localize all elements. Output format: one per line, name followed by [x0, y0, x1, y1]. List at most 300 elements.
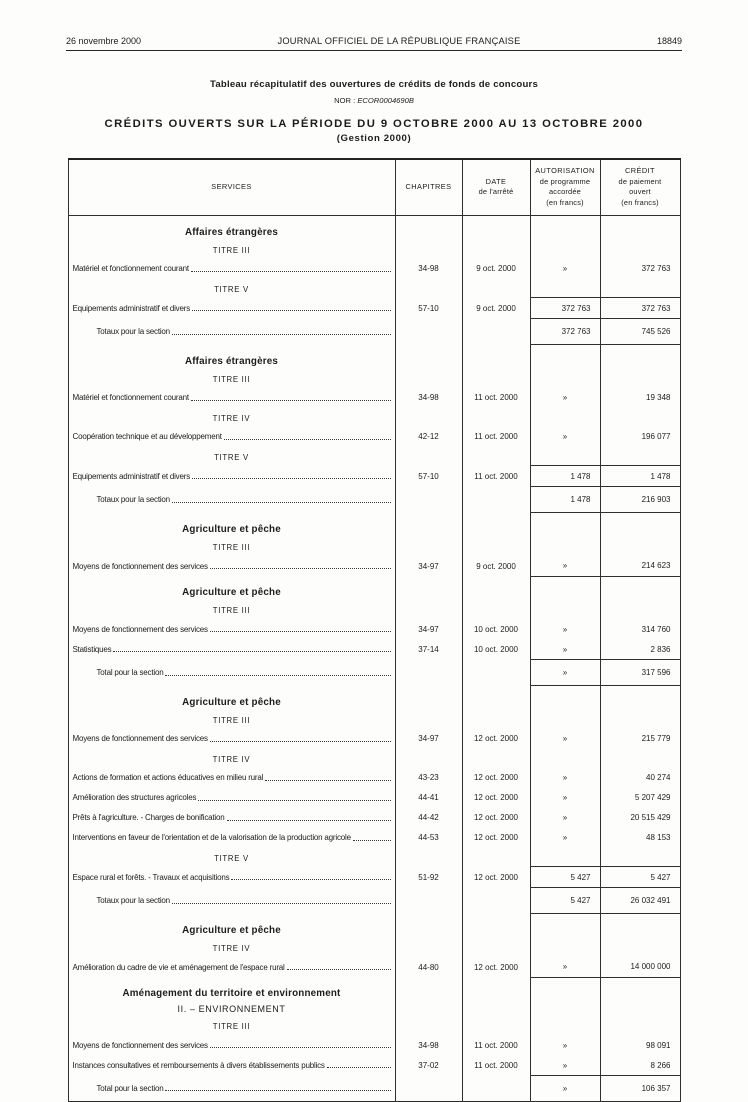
total-label: Total pour la section [96, 668, 164, 678]
chapitre-cell [395, 345, 462, 369]
table-row [68, 867, 680, 888]
service-label: Statistiques [72, 645, 112, 655]
total-label: Totaux pour la section [96, 327, 170, 337]
dot-leader [353, 840, 391, 841]
table-row [68, 639, 680, 660]
credit-cell [600, 1001, 680, 1016]
dot-leader [172, 334, 391, 335]
autorisation-cell [530, 345, 600, 369]
section-heading: Agriculture et pêche [68, 686, 395, 710]
credit-cell [600, 914, 680, 938]
dot-leader [192, 310, 390, 311]
table-title: Tableau récapitulatif des ouvertures de crédits de fonds de concours [210, 79, 538, 90]
chapitre-cell: 34-98 [395, 259, 462, 279]
total-label: Totaux pour la section [96, 495, 170, 505]
gestion-subtitle: (Gestion 2000) [336, 133, 412, 144]
service-cell [68, 259, 395, 279]
date-cell: 10 oct. 2000 [462, 639, 530, 660]
titre-row [68, 447, 680, 466]
titre-label: TITRE V [68, 279, 395, 298]
service-label: Equipements administratif et divers [72, 471, 191, 481]
titre-row [68, 240, 680, 259]
autorisation-cell: 5 427 [530, 867, 600, 888]
section-heading-row [68, 686, 680, 710]
credit-cell: 372 763 [600, 298, 680, 319]
date-cell [462, 938, 530, 957]
titre-label: TITRE V [68, 848, 395, 867]
service-cell [68, 298, 395, 319]
chapitre-cell [395, 600, 462, 619]
chapitre-cell [395, 447, 462, 466]
titre-label: TITRE IV [68, 749, 395, 768]
service-cell [68, 808, 395, 828]
chapitre-cell: 43-23 [395, 768, 462, 788]
date-cell: 11 oct. 2000 [462, 388, 530, 408]
chapitre-cell [395, 537, 462, 556]
autorisation-cell [530, 600, 600, 619]
section-subheading: II. – ENVIRONNEMENT [68, 1001, 395, 1016]
chapitre-cell: 37-14 [395, 639, 462, 660]
total-label-cell [68, 660, 395, 686]
titre-row [68, 537, 680, 556]
chapitre-cell [395, 513, 462, 537]
credit-cell [600, 279, 680, 298]
total-label: Totaux pour la section [96, 896, 170, 906]
credit-cell [600, 369, 680, 388]
date-cell [462, 513, 530, 537]
credit-cell [600, 977, 680, 1001]
service-label: Matériel et fonctionnement courant [72, 264, 189, 274]
chapitre-cell: 34-97 [395, 619, 462, 639]
credit-cell: 215 779 [600, 729, 680, 749]
chapitre-cell [395, 1001, 462, 1016]
credit-cell [600, 513, 680, 537]
credit-cell [600, 215, 680, 240]
table-row [68, 259, 680, 279]
date-cell: 11 oct. 2000 [462, 1055, 530, 1076]
service-cell [68, 556, 395, 577]
date-cell [462, 914, 530, 938]
dot-leader [192, 478, 390, 479]
autorisation-cell: » [530, 427, 600, 447]
chapitre-cell [395, 914, 462, 938]
service-label: Interventions en faveur de l'orientation et de la valorisation de la production agricole [72, 833, 351, 843]
dot-leader [265, 780, 390, 781]
credit-cell: 216 903 [600, 487, 680, 513]
credit-cell: 48 153 [600, 828, 680, 848]
credit-cell: 19 348 [600, 388, 680, 408]
credit-cell [600, 600, 680, 619]
chapitre-cell [395, 888, 462, 914]
autorisation-cell [530, 513, 600, 537]
credit-cell: 20 515 429 [600, 808, 680, 828]
titre-label: TITRE III [68, 600, 395, 619]
total-label: Total pour la section [96, 1084, 164, 1094]
table-row [68, 1035, 680, 1055]
autorisation-cell [530, 848, 600, 867]
titre-row [68, 938, 680, 957]
column-header-services: SERVICES [68, 159, 395, 215]
autorisation-cell [530, 447, 600, 466]
column-header-date: DATE de l'arrêté [462, 159, 530, 215]
chapitre-cell [395, 576, 462, 600]
service-cell [68, 639, 395, 660]
service-cell [68, 388, 395, 408]
date-cell [462, 749, 530, 768]
running-head [66, 36, 682, 46]
autorisation-cell [530, 537, 600, 556]
section-heading: Agriculture et pêche [68, 513, 395, 537]
chapitre-cell: 57-10 [395, 466, 462, 487]
dot-leader [172, 903, 391, 904]
titre-row [68, 710, 680, 729]
service-cell [68, 957, 395, 978]
column-header-credit: CRÉDIT de paiement ouvert (en francs) [600, 159, 680, 215]
date-cell: 12 oct. 2000 [462, 808, 530, 828]
service-label: Moyens de fonctionnement des services [72, 561, 208, 571]
chapitre-cell [395, 749, 462, 768]
date-cell [462, 345, 530, 369]
autorisation-cell [530, 408, 600, 427]
column-header-chapitres: CHAPITRES [395, 159, 462, 215]
date-cell: 12 oct. 2000 [462, 828, 530, 848]
credit-cell: 314 760 [600, 619, 680, 639]
service-cell [68, 1055, 395, 1076]
date-cell [462, 369, 530, 388]
date-cell: 9 oct. 2000 [462, 259, 530, 279]
service-label: Moyens de fonctionnement des services [72, 1040, 208, 1050]
date-cell [462, 279, 530, 298]
chapitre-cell [395, 240, 462, 259]
dot-leader [210, 568, 391, 569]
autorisation-cell [530, 369, 600, 388]
table-row [68, 957, 680, 978]
section-heading: Affaires étrangères [68, 215, 395, 240]
date-cell [462, 447, 530, 466]
credit-cell: 5 427 [600, 867, 680, 888]
section-heading-row [68, 977, 680, 1001]
credit-cell: 372 763 [600, 259, 680, 279]
section-heading-row [68, 513, 680, 537]
credit-cell: 5 207 429 [600, 788, 680, 808]
date-cell [462, 215, 530, 240]
service-cell [68, 427, 395, 447]
total-label-cell [68, 888, 395, 914]
dot-leader [165, 1090, 390, 1091]
date-cell: 12 oct. 2000 [462, 788, 530, 808]
credit-cell: 2 836 [600, 639, 680, 660]
autorisation-cell [530, 215, 600, 240]
section-heading-row [68, 914, 680, 938]
titre-label: TITRE III [68, 240, 395, 259]
nor-label: NOR : [334, 96, 356, 105]
table-header [68, 159, 680, 215]
service-label: Moyens de fonctionnement des services [72, 624, 208, 634]
table-body [68, 215, 680, 1102]
autorisation-cell: » [530, 639, 600, 660]
dot-leader [165, 675, 390, 676]
autorisation-cell [530, 938, 600, 957]
autorisation-cell: » [530, 259, 600, 279]
service-cell [68, 1035, 395, 1055]
table-row [68, 768, 680, 788]
table-row [68, 427, 680, 447]
chapitre-cell: 34-97 [395, 556, 462, 577]
section-heading: Aménagement du territoire et environnement [68, 977, 395, 1001]
section-heading-row [68, 215, 680, 240]
date-cell [462, 537, 530, 556]
date-cell: 12 oct. 2000 [462, 957, 530, 978]
autorisation-cell: 372 763 [530, 298, 600, 319]
section-subheading-row [68, 1001, 680, 1016]
service-cell [68, 466, 395, 487]
service-label: Matériel et fonctionnement courant [72, 393, 189, 403]
table-row [68, 788, 680, 808]
service-cell [68, 768, 395, 788]
date-cell [462, 977, 530, 1001]
credit-cell: 1 478 [600, 466, 680, 487]
table-row [68, 298, 680, 319]
dot-leader [210, 1047, 391, 1048]
date-cell: 12 oct. 2000 [462, 768, 530, 788]
titre-label: TITRE III [68, 369, 395, 388]
total-row [68, 888, 680, 914]
titre-label: TITRE III [68, 1016, 395, 1035]
section-heading-row [68, 345, 680, 369]
chapitre-cell: 34-97 [395, 729, 462, 749]
date-cell [462, 848, 530, 867]
chapitre-cell [395, 938, 462, 957]
autorisation-cell: » [530, 660, 600, 686]
autorisation-cell: » [530, 619, 600, 639]
titre-label: TITRE V [68, 447, 395, 466]
credit-cell [600, 1016, 680, 1035]
chapitre-cell: 44-80 [395, 957, 462, 978]
date-cell [462, 1076, 530, 1102]
credit-cell [600, 240, 680, 259]
total-label-cell [68, 319, 395, 345]
autorisation-cell: » [530, 808, 600, 828]
credit-cell [600, 686, 680, 710]
table-row [68, 1055, 680, 1076]
dot-leader [191, 271, 391, 272]
date-cell: 12 oct. 2000 [462, 729, 530, 749]
autorisation-cell: » [530, 828, 600, 848]
service-label: Actions de formation et actions éducatives en milieu rural [72, 773, 264, 783]
dot-leader [287, 969, 391, 970]
total-row [68, 319, 680, 345]
chapitre-cell [395, 710, 462, 729]
date-cell: 12 oct. 2000 [462, 867, 530, 888]
table-row [68, 729, 680, 749]
period-title: CRÉDITS OUVERTS SUR LA PÉRIODE DU 9 OCTOBRE 2000 AU 13 OCTOBRE 2000 [104, 118, 644, 130]
dot-leader [227, 820, 391, 821]
date-cell [462, 1001, 530, 1016]
date-cell [462, 1016, 530, 1035]
header-row [68, 159, 680, 215]
chapitre-cell [395, 319, 462, 345]
table-row [68, 556, 680, 577]
autorisation-cell [530, 240, 600, 259]
autorisation-cell: » [530, 1035, 600, 1055]
service-label: Amélioration du cadre de vie et aménagement de l'espace rural [72, 962, 285, 972]
table-row [68, 388, 680, 408]
autorisation-cell [530, 576, 600, 600]
date-cell [462, 319, 530, 345]
column-header-autorisation: AUTORISATION de programme accordée (en francs) [530, 159, 600, 215]
autorisation-cell: 1 478 [530, 466, 600, 487]
credit-cell: 40 274 [600, 768, 680, 788]
service-cell [68, 828, 395, 848]
credit-cell [600, 345, 680, 369]
chapitre-cell [395, 977, 462, 1001]
chapitre-cell: 51-92 [395, 867, 462, 888]
nor-code: ECOR0004690B [357, 96, 414, 105]
date-cell: 11 oct. 2000 [462, 466, 530, 487]
credit-cell: 317 596 [600, 660, 680, 686]
titre-row [68, 1016, 680, 1035]
chapitre-cell [395, 279, 462, 298]
chapitre-cell [395, 215, 462, 240]
chapitre-cell [395, 369, 462, 388]
service-label: Amélioration des structures agricoles [72, 793, 197, 803]
credit-cell [600, 938, 680, 957]
autorisation-cell [530, 1016, 600, 1035]
date-cell [462, 686, 530, 710]
date-cell: 11 oct. 2000 [462, 1035, 530, 1055]
chapitre-cell: 44-42 [395, 808, 462, 828]
date-cell [462, 487, 530, 513]
service-cell [68, 867, 395, 888]
chapitre-cell [395, 408, 462, 427]
dot-leader [113, 651, 390, 652]
autorisation-cell: 372 763 [530, 319, 600, 345]
date-cell [462, 888, 530, 914]
credit-cell: 26 032 491 [600, 888, 680, 914]
autorisation-cell: 5 427 [530, 888, 600, 914]
service-label: Espace rural et forêts. - Travaux et acquisitions [72, 872, 230, 882]
credit-cell [600, 749, 680, 768]
credit-cell [600, 408, 680, 427]
date-cell [462, 240, 530, 259]
autorisation-cell: 1 478 [530, 487, 600, 513]
credits-table [68, 158, 681, 1102]
chapitre-cell [395, 660, 462, 686]
date-cell [462, 408, 530, 427]
service-label: Coopération technique et au développement [72, 432, 222, 442]
titre-row [68, 600, 680, 619]
credit-cell [600, 710, 680, 729]
total-row [68, 487, 680, 513]
section-heading-row [68, 576, 680, 600]
date-cell [462, 576, 530, 600]
section-heading: Affaires étrangères [68, 345, 395, 369]
journal-title: JOURNAL OFFICIEL DE LA RÉPUBLIQUE FRANÇAISE [277, 36, 521, 46]
autorisation-cell [530, 914, 600, 938]
service-cell [68, 619, 395, 639]
autorisation-cell: » [530, 388, 600, 408]
date-cell [462, 710, 530, 729]
total-row [68, 660, 680, 686]
section-heading: Agriculture et pêche [68, 914, 395, 938]
service-label: Prêts à l'agriculture. - Charges de bonification [72, 813, 225, 823]
date-cell: 11 oct. 2000 [462, 427, 530, 447]
chapitre-cell [395, 848, 462, 867]
total-label-cell [68, 487, 395, 513]
autorisation-cell [530, 977, 600, 1001]
table-row [68, 619, 680, 639]
date-cell: 9 oct. 2000 [462, 298, 530, 319]
service-label: Instances consultatives et remboursements à divers établissements publics [72, 1061, 325, 1071]
credit-cell: 106 357 [600, 1076, 680, 1102]
autorisation-cell: » [530, 957, 600, 978]
autorisation-cell: » [530, 768, 600, 788]
chapitre-cell: 42-12 [395, 427, 462, 447]
dot-leader [224, 439, 391, 440]
autorisation-cell: » [530, 788, 600, 808]
titre-row [68, 369, 680, 388]
chapitre-cell [395, 1076, 462, 1102]
autorisation-cell: » [530, 1055, 600, 1076]
titre-label: TITRE IV [68, 408, 395, 427]
titre-row [68, 279, 680, 298]
table-row [68, 808, 680, 828]
date-cell [462, 660, 530, 686]
service-cell [68, 788, 395, 808]
autorisation-cell: » [530, 1076, 600, 1102]
credit-cell [600, 848, 680, 867]
credit-cell: 745 526 [600, 319, 680, 345]
dot-leader [198, 800, 390, 801]
chapitre-cell: 57-10 [395, 298, 462, 319]
table-row [68, 828, 680, 848]
autorisation-cell: » [530, 556, 600, 577]
table-row [68, 466, 680, 487]
titre-label: TITRE IV [68, 938, 395, 957]
titre-row [68, 749, 680, 768]
nor-line [0, 96, 748, 105]
autorisation-cell [530, 686, 600, 710]
date-cell: 9 oct. 2000 [462, 556, 530, 577]
dot-leader [172, 502, 391, 503]
chapitre-cell: 34-98 [395, 1035, 462, 1055]
titre-label: TITRE III [68, 537, 395, 556]
date-cell [462, 600, 530, 619]
chapitre-cell [395, 1016, 462, 1035]
credit-cell [600, 447, 680, 466]
total-label-cell [68, 1076, 395, 1102]
titre-row [68, 408, 680, 427]
chapitre-cell: 37-02 [395, 1055, 462, 1076]
page-date: 26 novembre 2000 [66, 36, 142, 46]
credit-cell: 8 266 [600, 1055, 680, 1076]
credit-cell: 98 091 [600, 1035, 680, 1055]
credit-cell: 14 000 000 [600, 957, 680, 978]
credit-cell: 196 077 [600, 427, 680, 447]
dot-leader [210, 631, 391, 632]
chapitre-cell: 44-53 [395, 828, 462, 848]
chapitre-cell [395, 487, 462, 513]
header-rule [66, 50, 682, 51]
credit-cell [600, 537, 680, 556]
service-cell [68, 729, 395, 749]
autorisation-cell [530, 749, 600, 768]
autorisation-cell [530, 279, 600, 298]
credit-cell: 214 623 [600, 556, 680, 577]
service-label: Equipements administratif et divers [72, 303, 191, 313]
service-label: Moyens de fonctionnement des services [72, 734, 208, 744]
dot-leader [191, 400, 391, 401]
